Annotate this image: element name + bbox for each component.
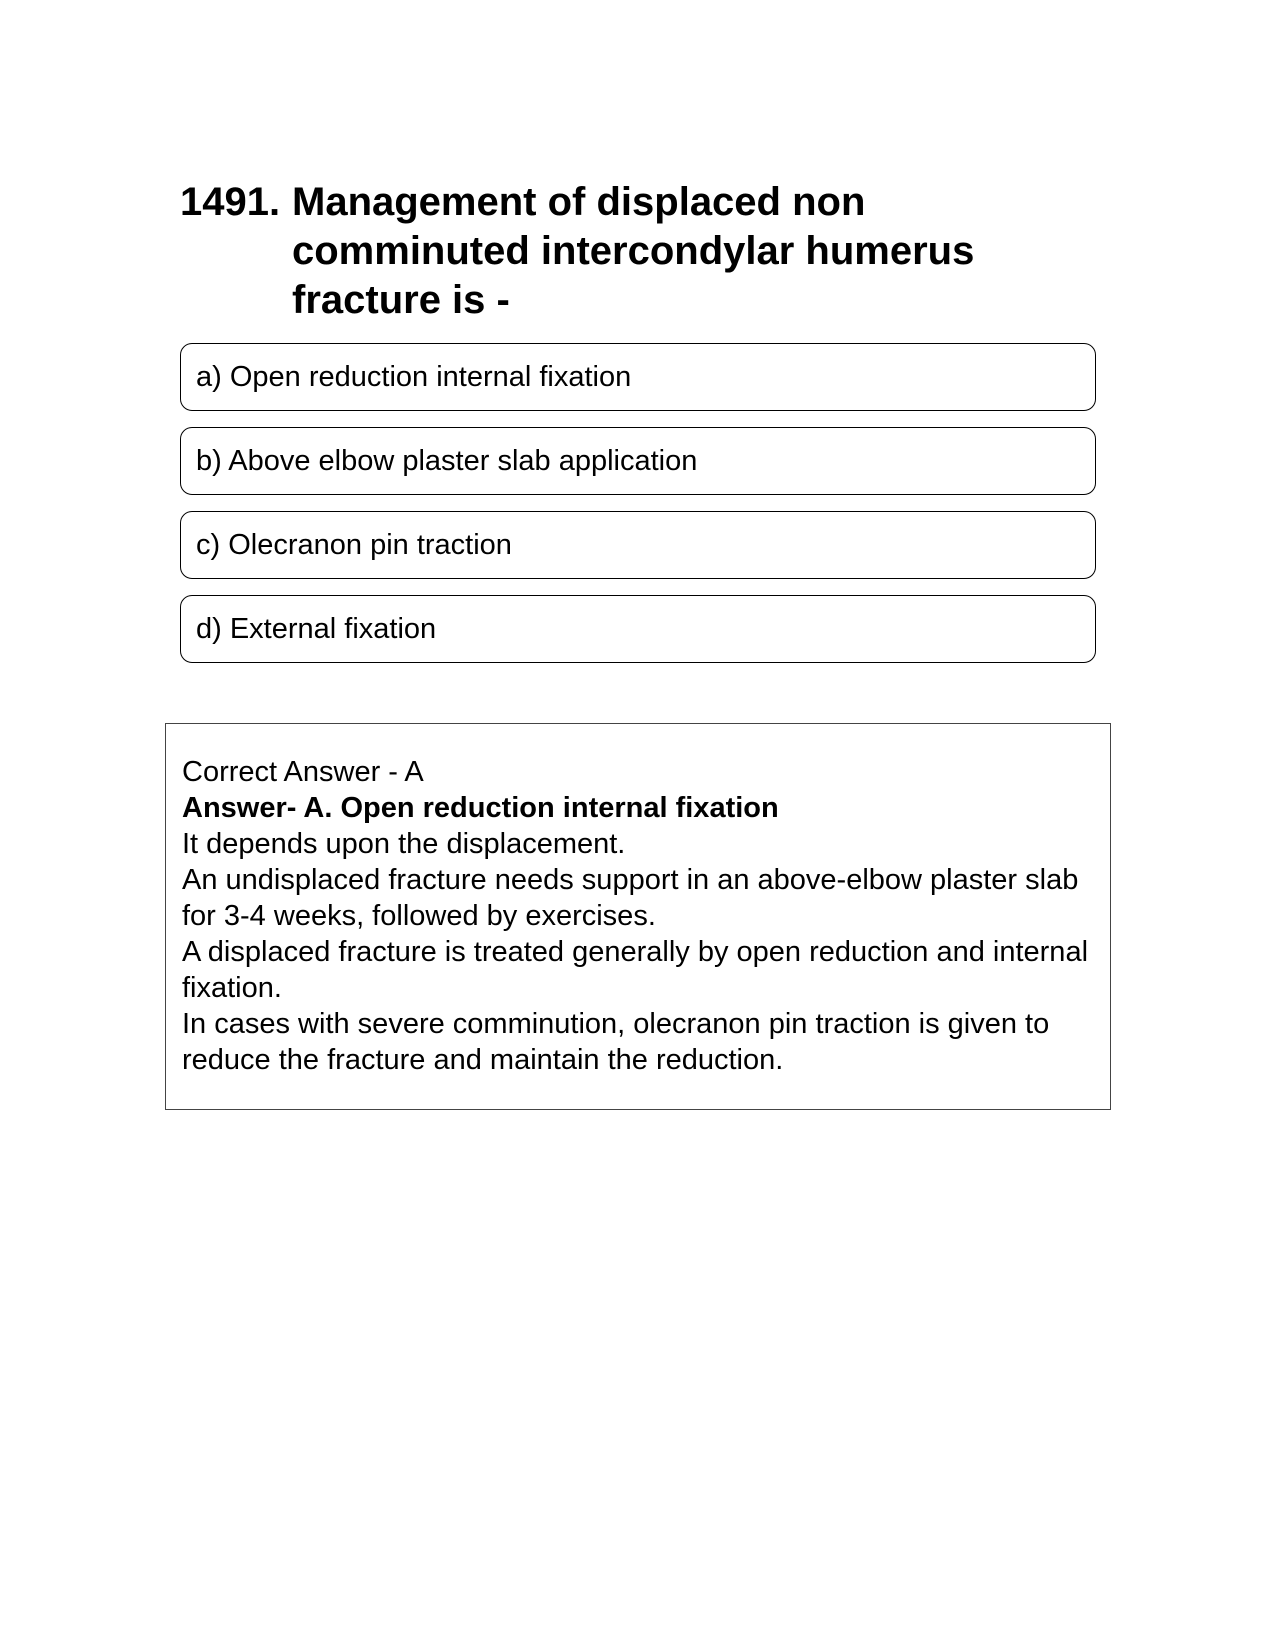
- explanation-paragraph: It depends upon the displacement.: [182, 828, 626, 860]
- explanation-paragraph: An undisplaced fracture needs support in an above-elbow plaster slab for 3-4 weeks, followed by exercises.: [182, 864, 1079, 932]
- question: [180, 178, 1080, 325]
- answer-explanation-box: [165, 723, 1111, 1110]
- option-d[interactable]: [180, 595, 1096, 663]
- option-c[interactable]: [180, 511, 1096, 579]
- correct-answer: Correct Answer - A: [182, 756, 424, 788]
- answer-heading: Answer- A. Open reduction internal fixation: [182, 792, 779, 824]
- option-d-label: d) External fixation: [196, 612, 437, 645]
- option-c-label: c) Olecranon pin traction: [196, 528, 512, 561]
- explanation-paragraph: A displaced fracture is treated generally by open reduction and internal fixation.: [182, 936, 1089, 1004]
- question-text: Management of displaced non comminuted intercondylar humerus fracture is -: [292, 180, 975, 322]
- option-a-label: a) Open reduction internal fixation: [196, 360, 632, 393]
- explanation-paragraph: In cases with severe comminution, olecranon pin traction is given to reduce the fracture and maintain the reduction.: [182, 1008, 1050, 1076]
- option-b[interactable]: [180, 427, 1096, 495]
- question-number: 1491.: [180, 180, 281, 224]
- options-list: [180, 343, 1096, 679]
- option-b-label: b) Above elbow plaster slab application: [196, 444, 698, 477]
- option-a[interactable]: [180, 343, 1096, 411]
